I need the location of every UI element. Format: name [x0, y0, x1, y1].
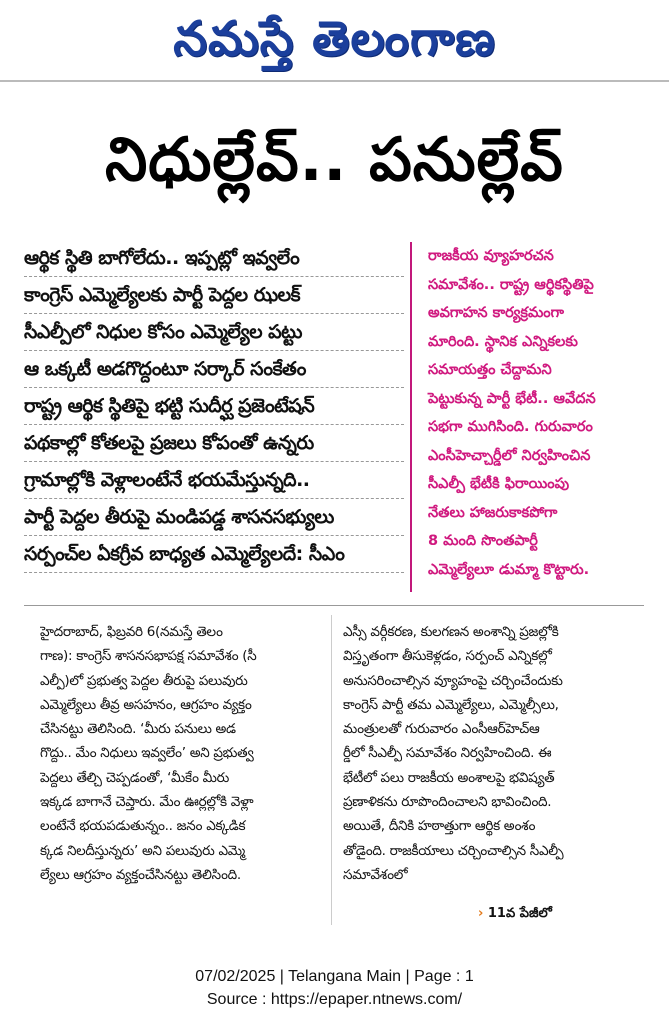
body-line: ఎల్పీ)లో ప్రభుత్వ పెద్దల తీరుపై పలువురు — [40, 672, 248, 689]
newspaper-masthead: నమస్తే తెలంగాణ — [173, 11, 496, 67]
body-line: ఇక్కడ బాగానే చెప్తారు. మేం ఊర్లల్లోకి వెళ్లా — [40, 794, 254, 811]
subhead-line: గ్రామాల్లోకి వెళ్లాలంటేనే భయమేస్తున్నది.. — [24, 462, 404, 499]
subhead-line: సర్పంచ్‌ల ఏకగ్రీవ బాధ్యత ఎమ్మెల్యేలదే: సీఎం — [24, 536, 404, 573]
sidebar-line: ఎమ్మెల్యేలూ డుమ్మా కొట్టారు. — [428, 561, 590, 578]
sidebar-line: సమావేశం.. రాష్ట్ర ఆర్థికస్థితిపై — [428, 276, 594, 293]
body-line: ల్యేలు ఆగ్రహం వ్యక్తంచేసినట్టు తెలిసింది. — [40, 866, 241, 883]
sidebar-line: సీఎల్పీ భేటీకి ఫిరాయింపు — [428, 476, 570, 492]
sidebar-line: రాజకీయ వ్యూహరచన — [428, 248, 554, 264]
subhead-line: పథకాల్లో కోతలపై ప్రజలు కోపంతో ఉన్నరు — [24, 425, 404, 462]
section-divider — [24, 605, 644, 606]
subhead-line: కాంగ్రెస్‌ ఎమ్మెల్యేలకు పార్టీ పెద్దల ఝలక్‌ — [24, 277, 404, 314]
sidebar-line: సమాయత్తం చేద్దామని — [428, 362, 552, 378]
body-column-left — [40, 620, 335, 887]
body-line: సమావేశంలో — [343, 866, 408, 883]
sidebar-line: ఎంసీహెచ్చార్డీలో నిర్వహించిన — [428, 447, 591, 464]
body-line: కాంగ్రెస్‌ పార్టీ తమ ఎమ్మెల్యేలు, ఎమ్మెల్సీలు, — [343, 696, 559, 713]
body-line: లంటేనే భయపడుతున్నం.. జనం ఎక్కడిక — [40, 818, 246, 835]
masthead-rule — [0, 80, 669, 82]
body-line: క్కడ నిలదీస్తున్నరు’ అని పలువురు ఎమ్మె — [40, 842, 245, 859]
continued-text: 11వ పేజీలో — [487, 906, 552, 921]
body-line: అయితే, దీనికి హఠాత్తుగా ఆర్థిక అంశం — [343, 818, 536, 835]
body-line: మంత్రులతో గురువారం ఎంసీఆర్‌హెచ్‌ఆ — [343, 721, 540, 738]
body-line: ర్డీలో సీఎల్పీ సమావేశం నిర్వహించింది. ఈ — [343, 745, 552, 762]
subheads-list — [24, 240, 404, 573]
footer-date-page: 07/02/2025 | Telangana Main | Page : 1 — [195, 968, 474, 985]
body-line: గాణ): కాంగ్రెస్‌ శాసనసభాపక్ష సమావేశం (సీ — [40, 648, 257, 665]
sidebar-line: అవగాహన కార్యక్రమంగా — [428, 305, 564, 321]
body-line: విస్తృతంగా తీసుకెళ్లడం, సర్పంచ్‌ ఎన్నికల్లో — [343, 648, 552, 665]
sidebar-line: నేతలు హాజరుకాకపోగా — [428, 504, 558, 521]
body-line: ప్రణాళికను రూపొందించాలని భావించింది. — [343, 794, 552, 811]
highlight-sidebar — [410, 242, 612, 592]
chevron-right-icon: › — [478, 906, 484, 921]
continued-on-page-label — [478, 906, 552, 924]
body-line: భేటీలో పలు రాజకీయ అంశాలపై భవిష్యత్‌ — [343, 769, 555, 786]
column-separator — [331, 615, 332, 925]
subhead-line: ఆ ఒక్కటీ అడగొద్దంటూ సర్కార్‌ సంకేతం — [24, 351, 404, 388]
sidebar-line: 8 మంది సొంతపార్టీ — [428, 533, 538, 549]
body-line: గొద్దు.. మేం నిధులు ఇవ్వలేం’ అని ప్రభుత్వ — [40, 745, 254, 762]
body-column-right — [343, 620, 638, 887]
subhead-line: రాష్ట్ర ఆర్థిక స్థితిపై భట్టి సుదీర్ఘ ప్రజెంటేషన్‌ — [24, 388, 404, 425]
footer-source[interactable]: Source : https://epaper.ntnews.com/ — [206, 991, 463, 1008]
sidebar-line: మారింది. స్థానిక ఎన్నికలకు — [428, 333, 578, 350]
subhead-line: పార్టీ పెద్దల తీరుపై మండిపడ్డ శాసనసభ్యులు — [24, 499, 404, 536]
page-footer — [0, 965, 669, 1011]
sidebar-line: పెట్టుకున్న పార్టీ భేటీ.. ఆవేదన — [428, 390, 596, 407]
body-line: అనుసరించాల్సిన వ్యూహంపై చర్చించేందుకు — [343, 672, 563, 689]
body-line: హైదరాబాద్‌, ఫిబ్రవరి 6(నమస్తే తెలం — [40, 624, 223, 640]
body-line: చేసినట్టు తెలిసింది. ‘మీరు పనులు అడ — [40, 721, 236, 738]
sidebar-line: సభగా ముగిసింది. గురువారం — [428, 419, 593, 435]
body-line: ఎస్సీ వర్గీకరణ, కులగణన అంశాన్ని ప్రజల్లోకి — [343, 624, 559, 640]
body-line: పెద్దలు తేల్చి చెప్పడంతో, ‘మీకేం మీరు — [40, 769, 229, 786]
body-line: ఎమ్మెల్యేలు తీవ్ర అసహనం, ఆగ్రహం వ్యక్తం — [40, 696, 252, 713]
article-headline: నిధుల్లేవ్‌.. పనుల్లేవ్‌ — [105, 125, 564, 195]
body-line: తోడైంది. రాజకీయాలు చర్చించాల్సిన సీఎల్పీ — [343, 842, 564, 859]
subhead-line: సీఎల్పీలో నిధుల కోసం ఎమ్మెల్యేల పట్టు — [24, 314, 404, 351]
subhead-line: ఆర్థిక స్థితి బాగోలేదు.. ఇప్పట్లో ఇవ్వలేం — [24, 240, 404, 277]
